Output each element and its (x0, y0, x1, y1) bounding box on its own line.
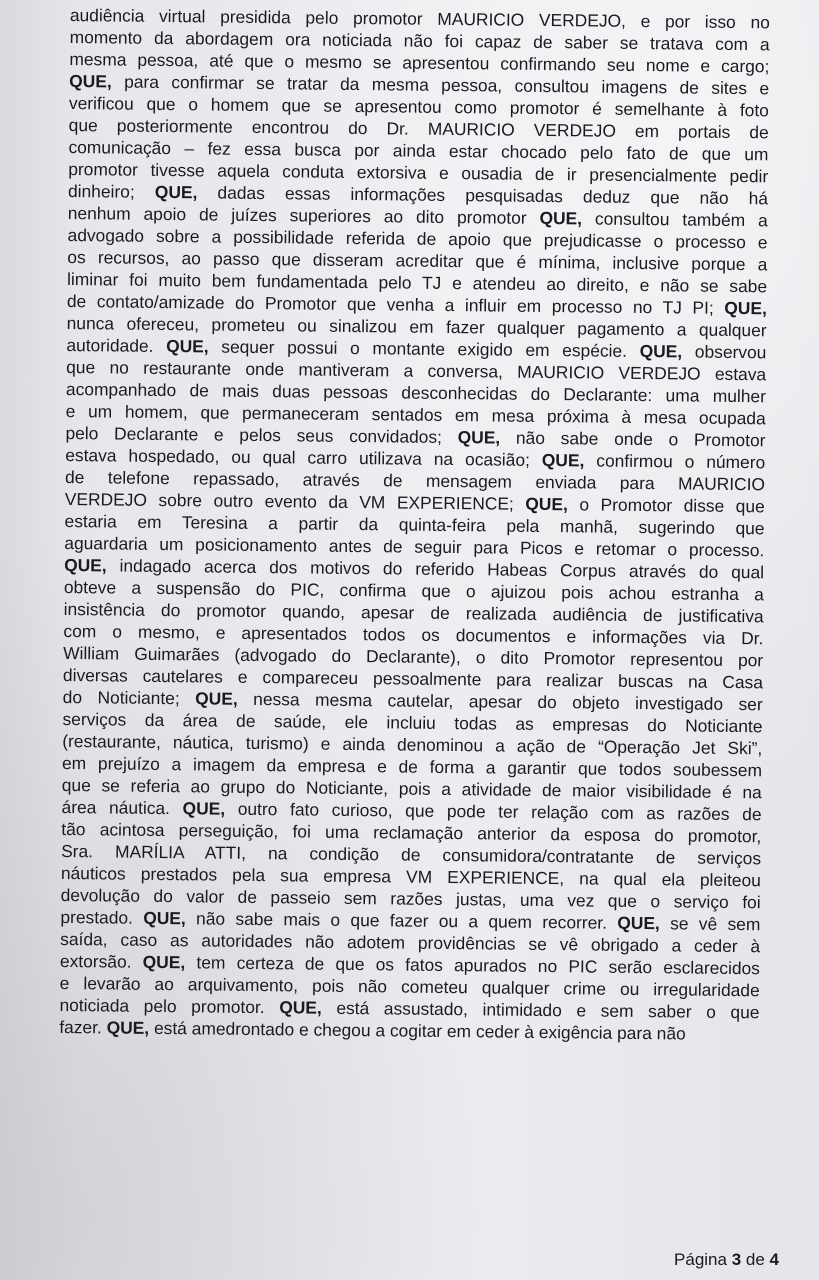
text-line: autoridade. QUE, sequer possui o montante exigido em espécie. QUE, observou (66, 334, 767, 363)
text-line: momento da abordagem ora noticiada não foi capaz de saber se tratava com a (69, 26, 770, 55)
text-line: Sra. MARÍLIA ATTI, na condição de consumidora/contratante de serviços (61, 840, 762, 869)
text-line: acompanhado de mais duas pessoas desconhecidas do Declarante: uma mulher (65, 378, 767, 407)
text-line: dinheiro; QUE, dadas essas informações pesquisadas deduz que não há (67, 180, 769, 209)
text-line: fazer. QUE, está amedrontado e chegou a cogitar em ceder à exigência para não (59, 1016, 686, 1044)
text-line: que no restaurante onde mantiveram a conversa, MAURICIO VERDEJO estava (66, 356, 767, 385)
text-line: audiência virtual presidida pelo promotor MAURICIO VERDEJO, e por isso no (69, 4, 770, 33)
text-line: comunicação – fez essa busca por ainda estar chocado pelo fato de que um (68, 136, 769, 165)
text-line: aguardaria um posicionamento antes de seguir para Picos e retomar o processo. (64, 532, 765, 561)
total-pages: 4 (769, 1250, 779, 1269)
text-line: noticiada pelo promotor. QUE, está assustado, intimidado e sem saber o que (59, 994, 760, 1023)
text-line: que se referia ao grupo do Noticiante, pois a atividade de maior visibilidade é na (61, 774, 762, 803)
text-line: VERDEJO sobre outro evento da VM EXPERIENCE; QUE, o Promotor disse que (64, 488, 765, 517)
text-line: insistência do promotor quando, apesar de realizada audiência de justificativa (63, 598, 764, 627)
text-line: com o mesmo, e apresentados todos os documentos e informações via Dr. (63, 620, 764, 649)
text-line: nunca ofereceu, prometeu ou sinalizou em fazer qualquer pagamento a qualquer (66, 312, 767, 341)
text-line: e levarão ao arquivamento, pois não cometeu qualquer crime ou irregularidade (59, 972, 760, 1001)
text-line: tão acintosa perseguição, foi uma reclamação anterior da esposa do promotor, (61, 818, 762, 847)
text-line: saída, caso as autoridades não adotem providências se vê obrigado a ceder à (60, 928, 761, 957)
text-line: (restaurante, náutica, turismo) e ainda denominou a ação de “Operação Jet Ski”, (62, 730, 763, 759)
text-line: extorsão. QUE, tem certeza de que os fatos apurados no PIC serão esclarecidos (59, 950, 761, 979)
text-line: obteve a suspensão do PIC, confirma que o ajuizou pois achou estranha a (63, 576, 764, 605)
text-line: de telefone repassado, através de mensagem enviada para MAURICIO (64, 466, 766, 495)
text-line: do Noticiante; QUE, nessa mesma cautelar, apesar do objeto investigado ser (62, 686, 763, 715)
text-line: advogado sobre a possibilidade referida de apoio que prejudicasse o processo e (67, 224, 768, 253)
text-line: que posteriormente encontrou do Dr. MAURICIO VERDEJO em portais de (68, 114, 769, 143)
text-line: promotor tivesse aquela conduta extorsiva e ousadia de ir presencialmente pedir (68, 158, 769, 187)
text-line: diversas cautelares e compareceu pessoalmente para realizar buscas na Casa (62, 664, 764, 693)
text-line: e um homem, que permaneceram sentados em mesa próxima à mesa ocupada (65, 400, 766, 429)
text-line: nenhum apoio de juízes superiores ao dito promotor QUE, consultou também a (67, 202, 768, 231)
text-line: William Guimarães (advogado do Declarante), o dito Promotor representou por (63, 642, 764, 671)
text-line: devolução do valor de passeio sem razões justas, uma vez que o serviço foi (60, 884, 761, 913)
text-line: os recursos, ao passo que disseram acreditar que é mínima, inclusive porque a (67, 246, 768, 275)
document-body (59, 4, 770, 1045)
text-line: náuticos prestados pela sua empresa VM EXPERIENCE, na qual ela pleiteou (60, 862, 761, 891)
text-line: verificou que o homem que se apresentou como promotor é semelhante à foto (68, 92, 770, 121)
text-line: de contato/amizade do Promotor que venha a influir em processo no TJ PI; QUE, (66, 290, 767, 319)
current-page: 3 (731, 1250, 742, 1269)
text-line: em prejuízo a imagem da empresa e de forma a garantir que todos soubessem (61, 752, 763, 781)
text-line: estava hospedado, ou qual carro utilizava na ocasião; QUE, confirmou o número (65, 444, 766, 473)
text-line: QUE, indagado acerca dos motivos do referido Habeas Corpus através do qual (64, 554, 765, 583)
page-of: de (741, 1250, 770, 1269)
page-number (674, 1250, 779, 1270)
text-line: mesma pessoa, até que o mesmo se apresentou confirmando seu nome e cargo; (69, 48, 770, 77)
text-line: serviços da área de saúde, ele incluiu todas as empresas do Noticiante (62, 708, 763, 737)
text-line: pelo Declarante e pelos seus convidados; QUE, não sabe onde o Promotor (65, 422, 766, 451)
text-line: prestado. QUE, não sabe mais o que fazer ou a quem recorrer. QUE, se vê sem (60, 906, 761, 935)
text-line: QUE, para confirmar se tratar da mesma pessoa, consultou imagens de sites e (69, 70, 770, 99)
text-line: estaria em Teresina a partir da quinta-feira pela manhã, sugerindo que (64, 510, 765, 539)
page-label: Página (674, 1250, 732, 1269)
text-line: área náutica. QUE, outro fato curioso, que pode ter relação com as razões de (61, 796, 762, 825)
text-line: liminar foi muito bem fundamentada pelo TJ e atendeu ao direito, e não se sabe (67, 268, 768, 297)
